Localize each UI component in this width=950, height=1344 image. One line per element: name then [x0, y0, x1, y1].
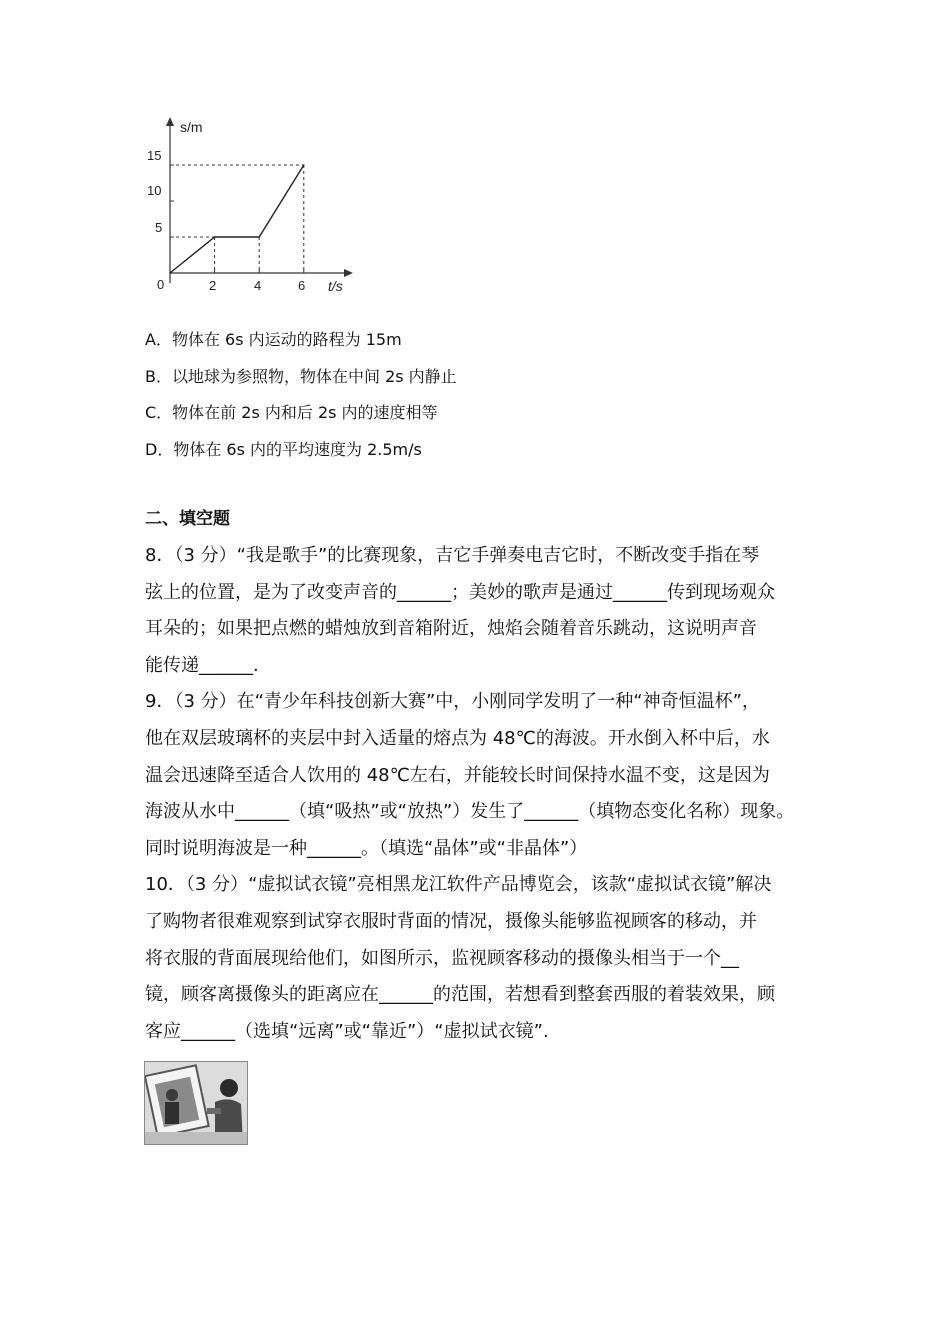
y-axis-arrow: [166, 117, 174, 126]
question-line: 将衣服的背面展现给他们，如图所示，监视顾客移动的摄像头相当于一个__: [145, 947, 739, 969]
y-tick-label-15: 15: [147, 148, 162, 163]
y-tick-label-10: 10: [147, 183, 162, 198]
chart-marks: [169, 164, 304, 274]
question-line: 镜，顾客离摄像头的距离应在______的范围，若想看到整套西服的着装效果，顾: [145, 984, 775, 1006]
data-point: [169, 272, 171, 274]
question-line: 他在双层玻璃杯的夹层中封入适量的熔点为 48℃的海波。开水倒入杯中后，水: [145, 727, 770, 749]
s-t-graph: [143, 113, 355, 297]
option-b: B．以地球为参照物，物体在中间 2s 内静止: [145, 366, 457, 386]
question-9: [145, 684, 825, 867]
y-tick-label-5: 5: [155, 220, 163, 235]
y-axis-label: s/m: [180, 119, 203, 135]
x-axis-label: t/s: [328, 278, 343, 294]
question-line: 弦上的位置，是为了改变声音的______；美妙的歌声是通过______传到现场观众: [145, 581, 775, 603]
section-title: 二、填空题: [145, 509, 230, 529]
question-line: 8．（3 分）“我是歌手”的比赛现象，吉它手弹奏电吉它时，不断改变手指在琴: [145, 545, 760, 566]
origin-label: 0: [157, 277, 165, 292]
question-line: 海波从水中______（填“吸热”或“放热”）发生了______（填物态变化名称）现象。: [145, 801, 795, 823]
data-point: [258, 236, 260, 238]
question-line: 10．（3 分）“虚拟试衣镜”亮相黑龙江软件产品博览会，该款“虚拟试衣镜”解决: [145, 874, 772, 896]
x-tick-label-2: 2: [209, 278, 217, 293]
question-line: 了购物者很难观察到试穿衣服时背面的情况，摄像头能够监视顾客的移动，并: [145, 910, 757, 932]
answer-options: [145, 322, 845, 468]
option-c: C．物体在前 2s 内和后 2s 内的速度相等: [145, 403, 438, 422]
fill-in-questions: [145, 538, 825, 1050]
fitting-mirror-photo: [144, 1061, 248, 1145]
chart-svg: [143, 113, 355, 297]
question-line: 能传递______.: [145, 654, 259, 676]
question-line: 耳朵的；如果把点燃的蜡烛放到音箱附近，烛焰会随着音乐跳动，这说明声音: [145, 618, 757, 640]
question-line: 同时说明海波是一种______。（填选“晶体”或“非晶体”）: [145, 837, 588, 859]
data-point: [303, 164, 305, 166]
question-line: 9．（3 分）在“青少年科技创新大赛”中，小刚同学发明了一种“神奇恒温杯”，: [145, 691, 760, 713]
option-d: D．物体在 6s 内的平均速度为 2.5m/s: [145, 439, 422, 459]
question-8: [145, 538, 825, 684]
series-line: [170, 165, 304, 273]
x-tick-label-4: 4: [254, 278, 262, 293]
x-tick-label-6: 6: [298, 278, 306, 293]
x-axis-arrow: [344, 269, 353, 277]
data-point: [214, 236, 216, 238]
question-10: [145, 867, 825, 1050]
question-line: 温会迅速降至适合人饮用的 48℃左右，并能较长时间保持水温不变，这是因为: [145, 764, 770, 786]
option-a: A．物体在 6s 内运动的路程为 15m: [145, 330, 402, 349]
question-line: 客应______（选填“远离”或“靠近”）“虚拟试衣镜”.: [145, 1020, 549, 1042]
